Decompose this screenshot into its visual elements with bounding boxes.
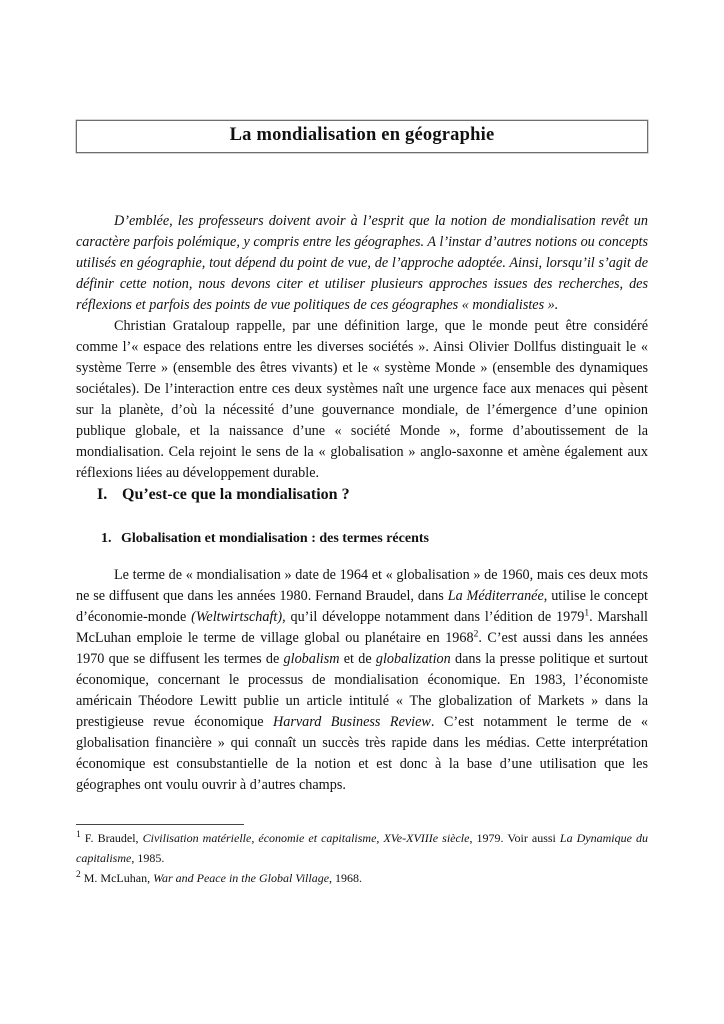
subsection-heading <box>76 529 648 548</box>
section-number: I. <box>97 486 108 503</box>
footnotes-section <box>76 824 648 888</box>
section-heading <box>76 484 648 506</box>
definition-paragraph: Christian Grataloup rappelle, par une définition large, que le monde peut être considéré comme l’« espace des relations entre les diverses sociétés ». Ainsi Olivier Dollfus distinguait le « système Terre » (ensemble des êtres vivants) et le « système Monde » (ensemble des dynamiques sociétales). De l’interaction entre ces deux systèmes naît une urgence face aux menaces qui pèsent sur la planète, d’où la nécessité d’une gouvernance mondiale, de l’émergence d’une opinion publique globale, et la naissance d’une « société Monde », forme d’aboutissement de la mondialisation. Cela rejoint le sens de la « globalisation » anglo-saxonne et amène également aux réflexions liées au développement durable. <box>76 318 648 481</box>
subsection-number: 1. <box>101 531 112 546</box>
footnote-separator <box>76 824 244 825</box>
terms-paragraph: Le terme de « mondialisation » date de 1964 et « globalisation » de 1960, mais ces deux mots ne se diffusent que dans les années 1980. Fernand Braudel, dans La Méditerranée, utilise le concept d’économie-monde (Weltwirtschaft), qu’il développe notamment dans l’édition de 1979$^1$. Marshall McLuhan emploie le terme de village global ou planétaire en 1968$^2$. C’est aussi dans les années 1970 que se diffusent les termes de globalism et de globalization dans la presse politique et surtout économique, concernant le processus de mondialisation économique. En 1983, l’économiste américain Théodore Lewitt publie un article intitulé « The globalization of Markets » dans la prestigieuse revue économique Harvard Business Review. C’est notamment le terme de « globalisation financière » qui connaît un succès très rapide dans les médias. Cette interprétation économique est consubstantielle de la notion et est donc à la base d’une utilisation que les géographes ont voulu ouvrir à d’autres champs. <box>76 567 649 793</box>
title-box <box>76 120 648 153</box>
subsection-title: Globalisation et mondialisation : des termes récents <box>121 531 429 546</box>
footnote-2: $^2$ M. McLuhan, War and Peace in the Global Village, 1968. <box>76 870 363 885</box>
document-title: La mondialisation en géographie <box>229 125 495 145</box>
intro-paragraph: D’emblée, les professeurs doivent avoir à l’esprit que la notion de mondialisation revêt un caractère parfois polémique, y compris entre les géographes. A l’instar d’autres notions ou concepts utilisés en géographie, tout dépend du point de vue, de l’approche adoptée. Ainsi, lorsqu’il s’agit de définir cette notion, nous devons citer et utiliser plusieurs approches issues des recherches, des réflexions et parfois des points de vue politiques de ces géographes « mondialistes ». <box>76 213 648 313</box>
footnote-1: $^1$ F. Braudel, Civilisation matérielle, économie et capitalisme, XVe-XVIIIe siècle, 1979. Voir aussi La Dynamique du capitalisme, 1985. <box>76 830 649 865</box>
section-title: Qu’est-ce que la mondialisation ? <box>122 486 350 503</box>
